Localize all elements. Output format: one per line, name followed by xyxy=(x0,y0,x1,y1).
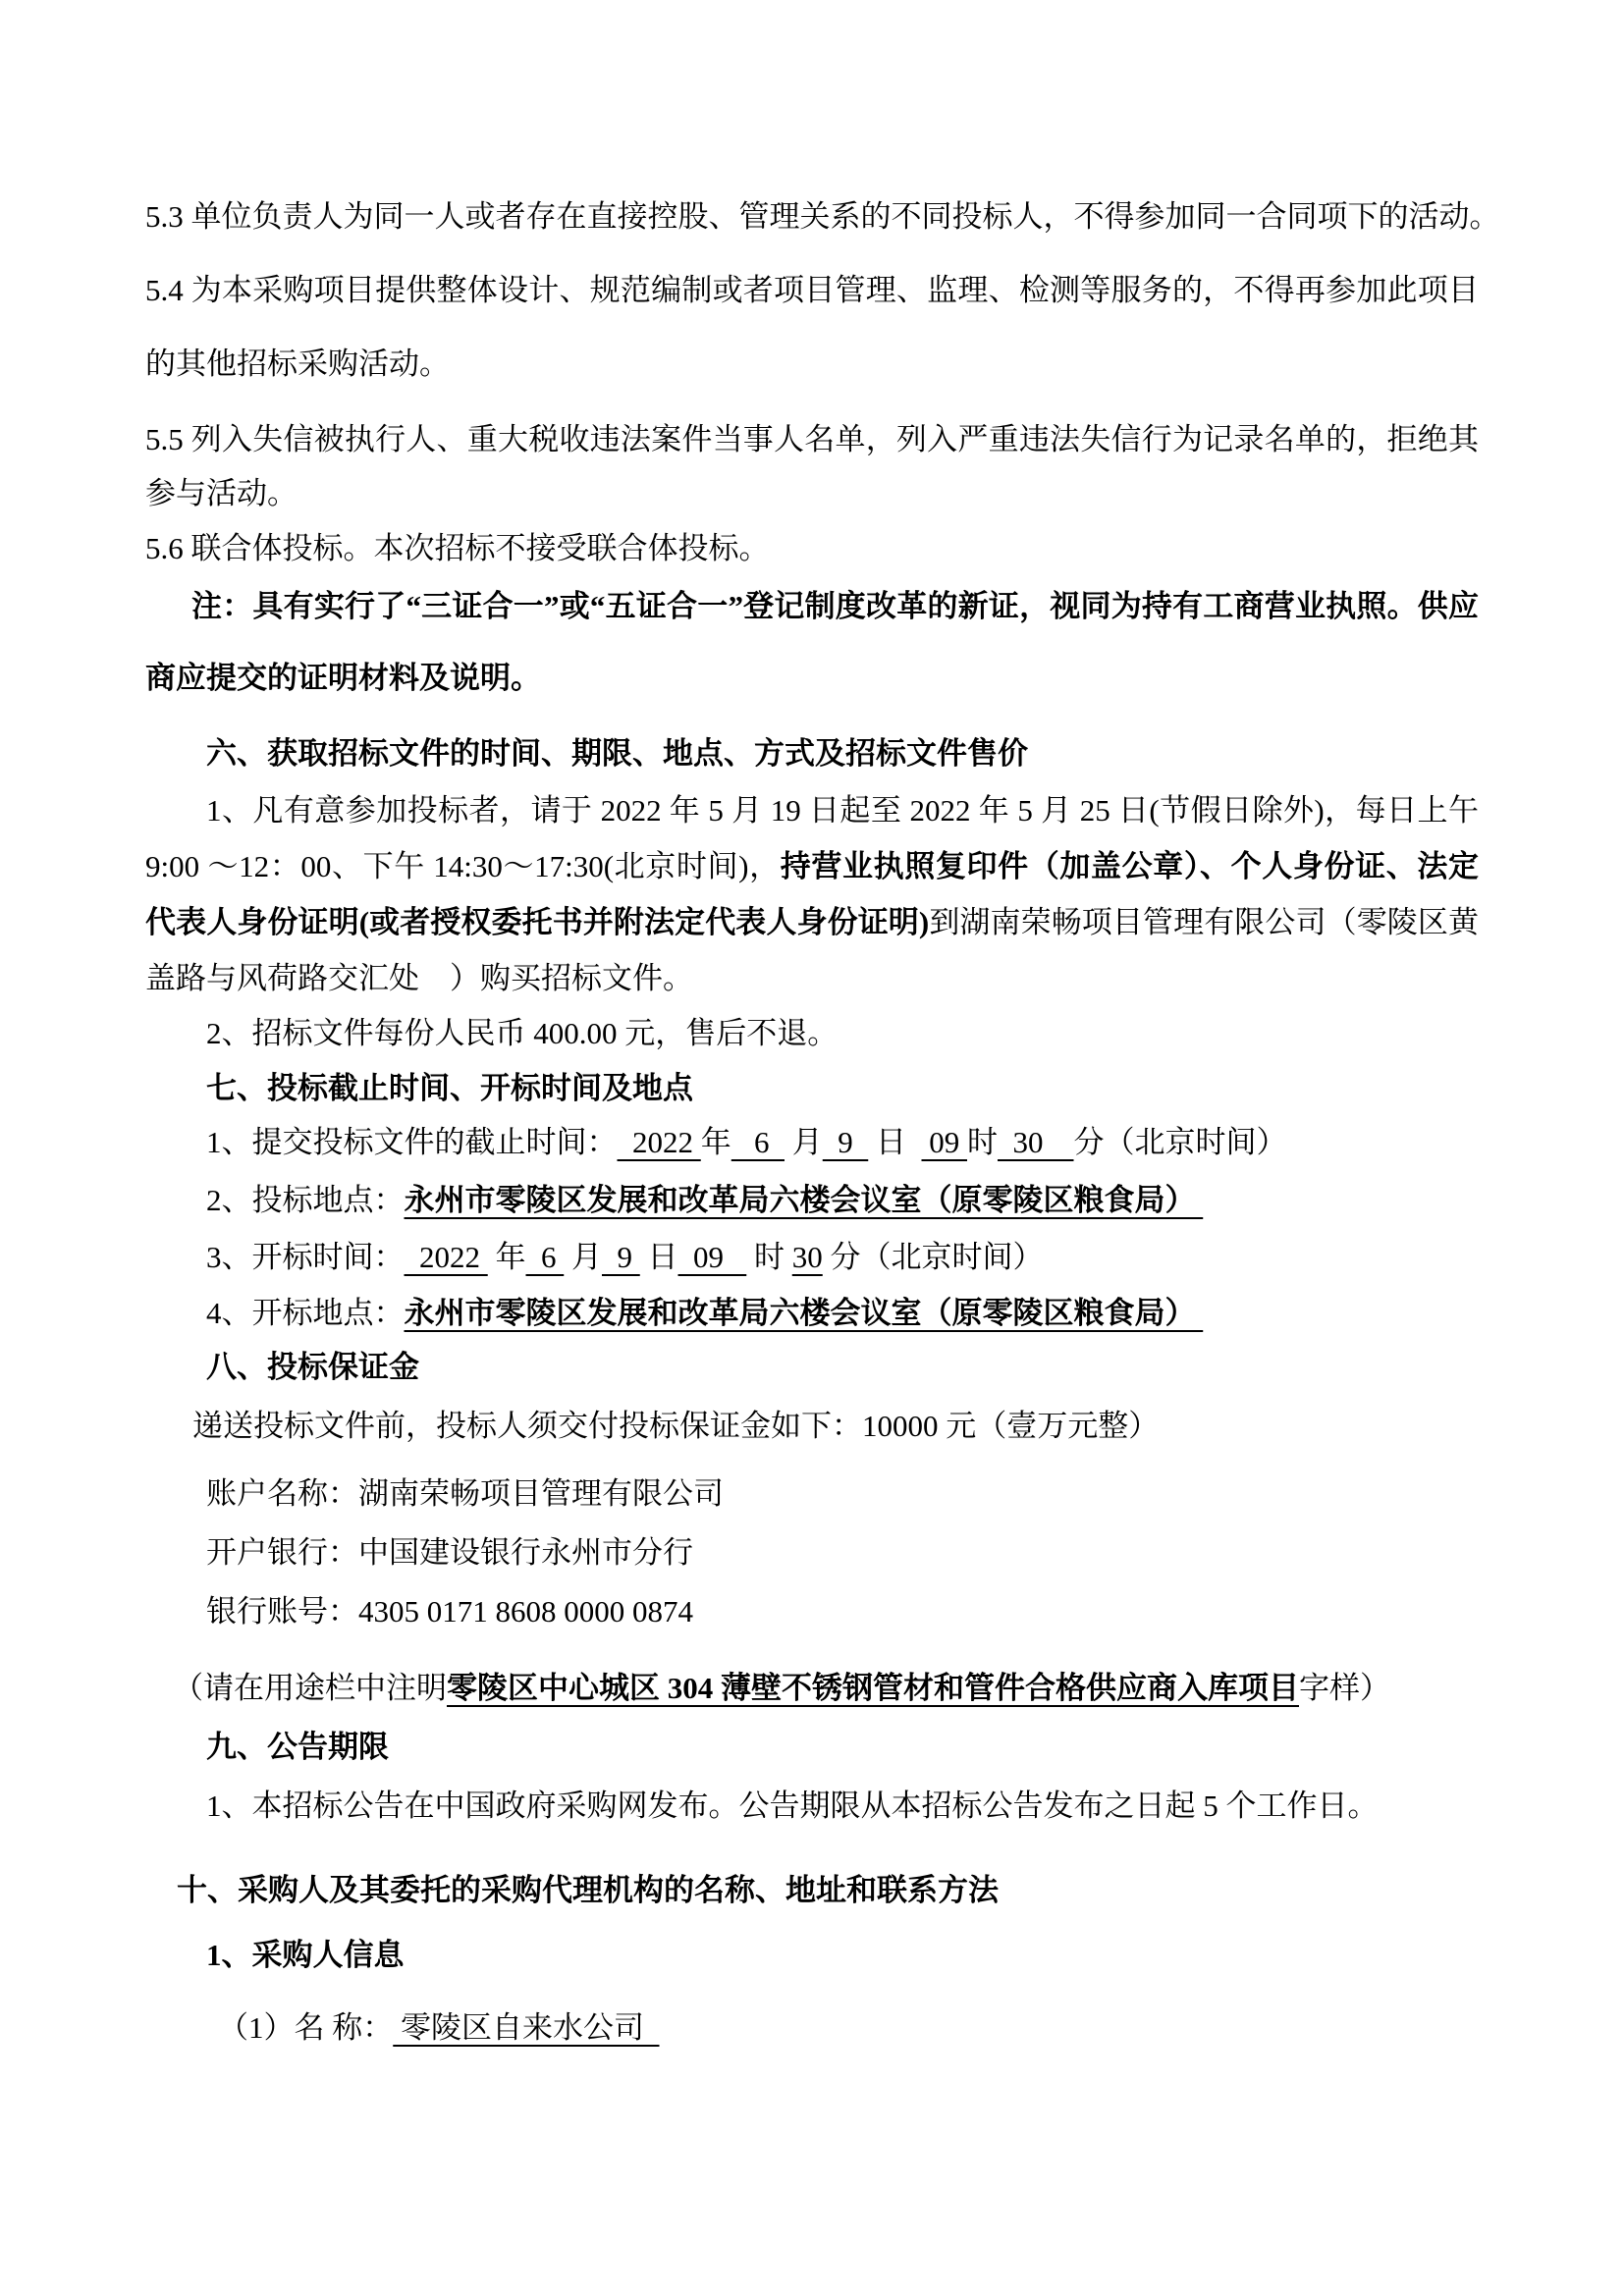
usage-project-name: 零陵区中心城区 304 薄壁不锈钢管材和管件合格供应商入库项目 xyxy=(447,1671,1299,1705)
deadline-hour-blank: 09 xyxy=(921,1125,967,1159)
purchaser-info-subheading: 1、采购人信息 xyxy=(206,1938,405,1972)
deadline-label: 1、提交投标文件的截止时间： xyxy=(206,1125,618,1159)
note-paragraph: 注：具有实行了“三证合一”或“五证合一”登记制度改革的新证，视同为持有工商营业执照。供应商应提交的证明材料及说明。 xyxy=(145,589,1479,695)
section7-item1-deadline xyxy=(145,1114,1540,1170)
usage-note-pre: （请在用途栏中注明 xyxy=(173,1671,447,1705)
deadline-year-blank: 2022 xyxy=(617,1125,701,1159)
section9-heading: 九、公告期限 xyxy=(206,1730,389,1764)
deadline-day-blank: 9 xyxy=(822,1125,869,1159)
opening-minute-unit: 分 xyxy=(822,1240,861,1274)
section6-item1-bold-requirements: 持营业执照复印件（加盖公章）、个人身份证、法定代表人身份证明(或者授权委托书并附法定代表人身份证明) xyxy=(145,849,1480,939)
clause-5-5: 5.5 列入失信被执行人、重大税收违法案件当事人名单，列入严重违法失信行为记录名单的，拒绝其参与活动。 xyxy=(145,422,1479,510)
purchaser-name-line xyxy=(145,2000,1551,2056)
opening-time-label: 3、开标时间： xyxy=(206,1240,405,1274)
usage-note-line xyxy=(145,1660,1506,1716)
section7-item3-opening-time xyxy=(145,1229,1540,1285)
opening-day-blank: 9 xyxy=(602,1240,640,1274)
section10-heading: 十、采购人及其委托的采购代理机构的名称、地址和联系方法 xyxy=(177,1873,999,1907)
deadline-year-unit: 年 xyxy=(700,1125,731,1159)
section6-item1-text-end: 到湖南荣畅项目管理有限公司（零陵区黄盖路与风荷路交汇处 ）购买招标文件。 xyxy=(145,905,1479,995)
usage-note-post: 字样） xyxy=(1299,1671,1390,1705)
section9-item1: 1、本招标公告在中国政府采购网发布。公告期限从本招标公告发布之日起 5 个工作日。 xyxy=(206,1789,1379,1823)
opening-day-unit: 日 xyxy=(639,1240,678,1274)
bid-location-label: 2、投标地点： xyxy=(206,1183,405,1217)
section7-item4-opening-location xyxy=(145,1285,1540,1341)
section6-item1 xyxy=(145,782,1479,1006)
deadline-month-unit: 月 xyxy=(785,1125,823,1159)
section7-item2-bid-location xyxy=(145,1172,1540,1228)
opening-location-label: 4、开标地点： xyxy=(206,1296,405,1330)
bank-line: 开户银行：中国建设银行永州市分行 xyxy=(206,1535,693,1570)
opening-minute-blank: 30 xyxy=(791,1240,823,1274)
deadline-minute-blank: 30 xyxy=(998,1125,1074,1159)
opening-month-unit: 月 xyxy=(564,1240,602,1274)
deadline-hour-unit: 时 xyxy=(967,1125,998,1159)
opening-month-blank: 6 xyxy=(525,1240,565,1274)
clause-5-3: 5.3 单位负责人为同一人或者存在直接控股、管理关系的不同投标人，不得参加同一合同项下的活动。 xyxy=(145,199,1500,234)
section6-item2: 2、招标文件每份人民币 400.00 元，售后不退。 xyxy=(206,1016,839,1050)
opening-hour-blank: 09 xyxy=(677,1240,747,1274)
clause-5-4: 5.4 为本采购项目提供整体设计、规范编制或者项目管理、监理、检测等服务的，不得再参加此项目的其他招标采购活动。 xyxy=(145,273,1479,381)
purchaser-name-value: 零陵区自来水公司 xyxy=(393,2010,660,2045)
opening-location-value: 永州市零陵区发展和改革局六楼会议室（原零陵区粮食局） xyxy=(404,1296,1204,1330)
opening-timezone: （北京时间） xyxy=(860,1240,1044,1274)
purchaser-name-label: （1）名 称： xyxy=(218,2010,394,2045)
section6-heading: 六、获取招标文件的时间、期限、地点、方式及招标文件售价 xyxy=(206,736,1028,771)
opening-hour-unit: 时 xyxy=(746,1240,792,1274)
bid-location-value: 永州市零陵区发展和改革局六楼会议室（原零陵区粮食局） xyxy=(404,1183,1204,1217)
deadline-day-unit: 日 xyxy=(868,1125,922,1159)
deadline-timezone: （北京时间） xyxy=(1104,1125,1287,1159)
deadline-minute-unit: 分 xyxy=(1073,1125,1105,1159)
opening-year-unit: 年 xyxy=(487,1240,526,1274)
deadline-month-blank: 6 xyxy=(731,1125,785,1159)
opening-year-blank: 2022 xyxy=(404,1240,488,1274)
account-name-line: 账户名称：湖南荣畅项目管理有限公司 xyxy=(206,1476,724,1511)
account-number-line: 银行账号：4305 0171 8608 0000 0874 xyxy=(206,1594,693,1629)
clause-5-6: 5.6 联合体投标。本次招标不接受联合体投标。 xyxy=(145,531,770,565)
section6-item1-text: 1、凡有意参加投标者，请于 2022 年 5 月 19 日起至 2022 年 5 月 25 日(节假日除外)，每日上午 9:00 ～12：00、下午 14:30～17:30(北京时间)， xyxy=(145,793,1479,883)
section8-heading: 八、投标保证金 xyxy=(206,1350,419,1384)
deposit-intro: 递送投标文件前，投标人须交付投标保证金如下：10000 元（壹万元整） xyxy=(192,1409,1160,1443)
section7-heading: 七、投标截止时间、开标时间及地点 xyxy=(206,1071,693,1105)
